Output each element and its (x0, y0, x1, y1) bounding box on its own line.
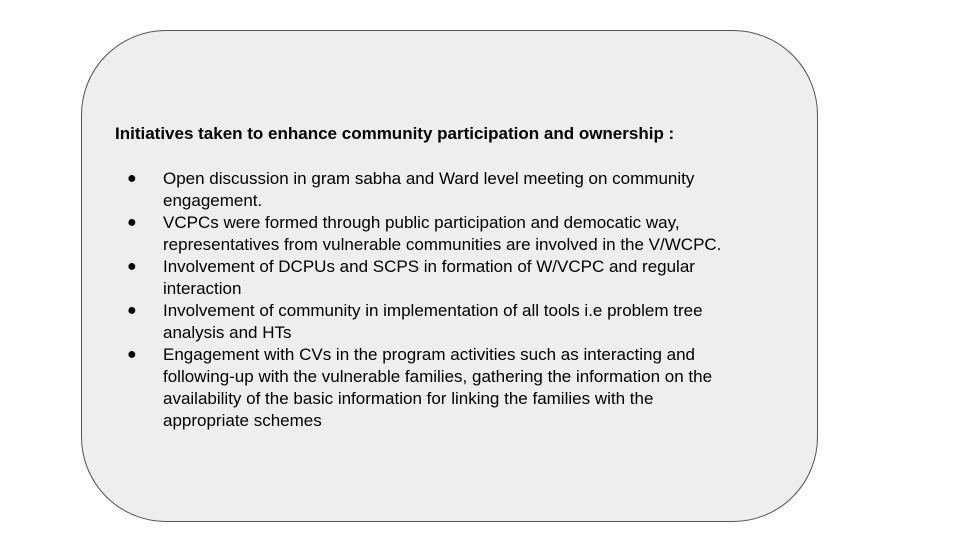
bullet-item (127, 344, 803, 432)
bullet-dot-icon: ● (127, 214, 137, 231)
bullet-dot-icon: ● (127, 346, 137, 363)
slide-heading: Initiatives taken to enhance community participation and ownership : (115, 124, 675, 143)
bullet-line: Involvement of community in implementation of all tools i.e problem tree (163, 301, 703, 320)
bullet-item (127, 168, 803, 212)
bullet-list (127, 168, 803, 432)
bullet-line: engagement. (163, 191, 263, 210)
bullet-line: analysis and HTs (163, 323, 292, 342)
bullet-line: availability of the basic information for linking the families with the (163, 389, 654, 408)
bullet-line: Involvement of DCPUs and SCPS in formation of W/VCPC and regular (163, 257, 695, 276)
bullet-line: VCPCs were formed through public participation and democatic way, (163, 213, 680, 232)
bullet-item (127, 300, 803, 344)
bullet-line: following-up with the vulnerable families, gathering the information on the (163, 367, 713, 386)
bullet-dot-icon: ● (127, 258, 137, 275)
bullet-dot-icon: ● (127, 302, 137, 319)
bullet-line: appropriate schemes (163, 411, 322, 430)
bullet-item (127, 256, 803, 300)
bullet-line: Open discussion in gram sabha and Ward level meeting on community (163, 169, 695, 188)
bullet-line: interaction (163, 279, 242, 298)
bullet-item (127, 212, 803, 256)
bullet-line: representatives from vulnerable communities are involved in the V/WCPC. (163, 235, 722, 254)
bullet-line: Engagement with CVs in the program activities such as interacting and (163, 345, 695, 364)
bullet-dot-icon: ● (127, 170, 137, 187)
